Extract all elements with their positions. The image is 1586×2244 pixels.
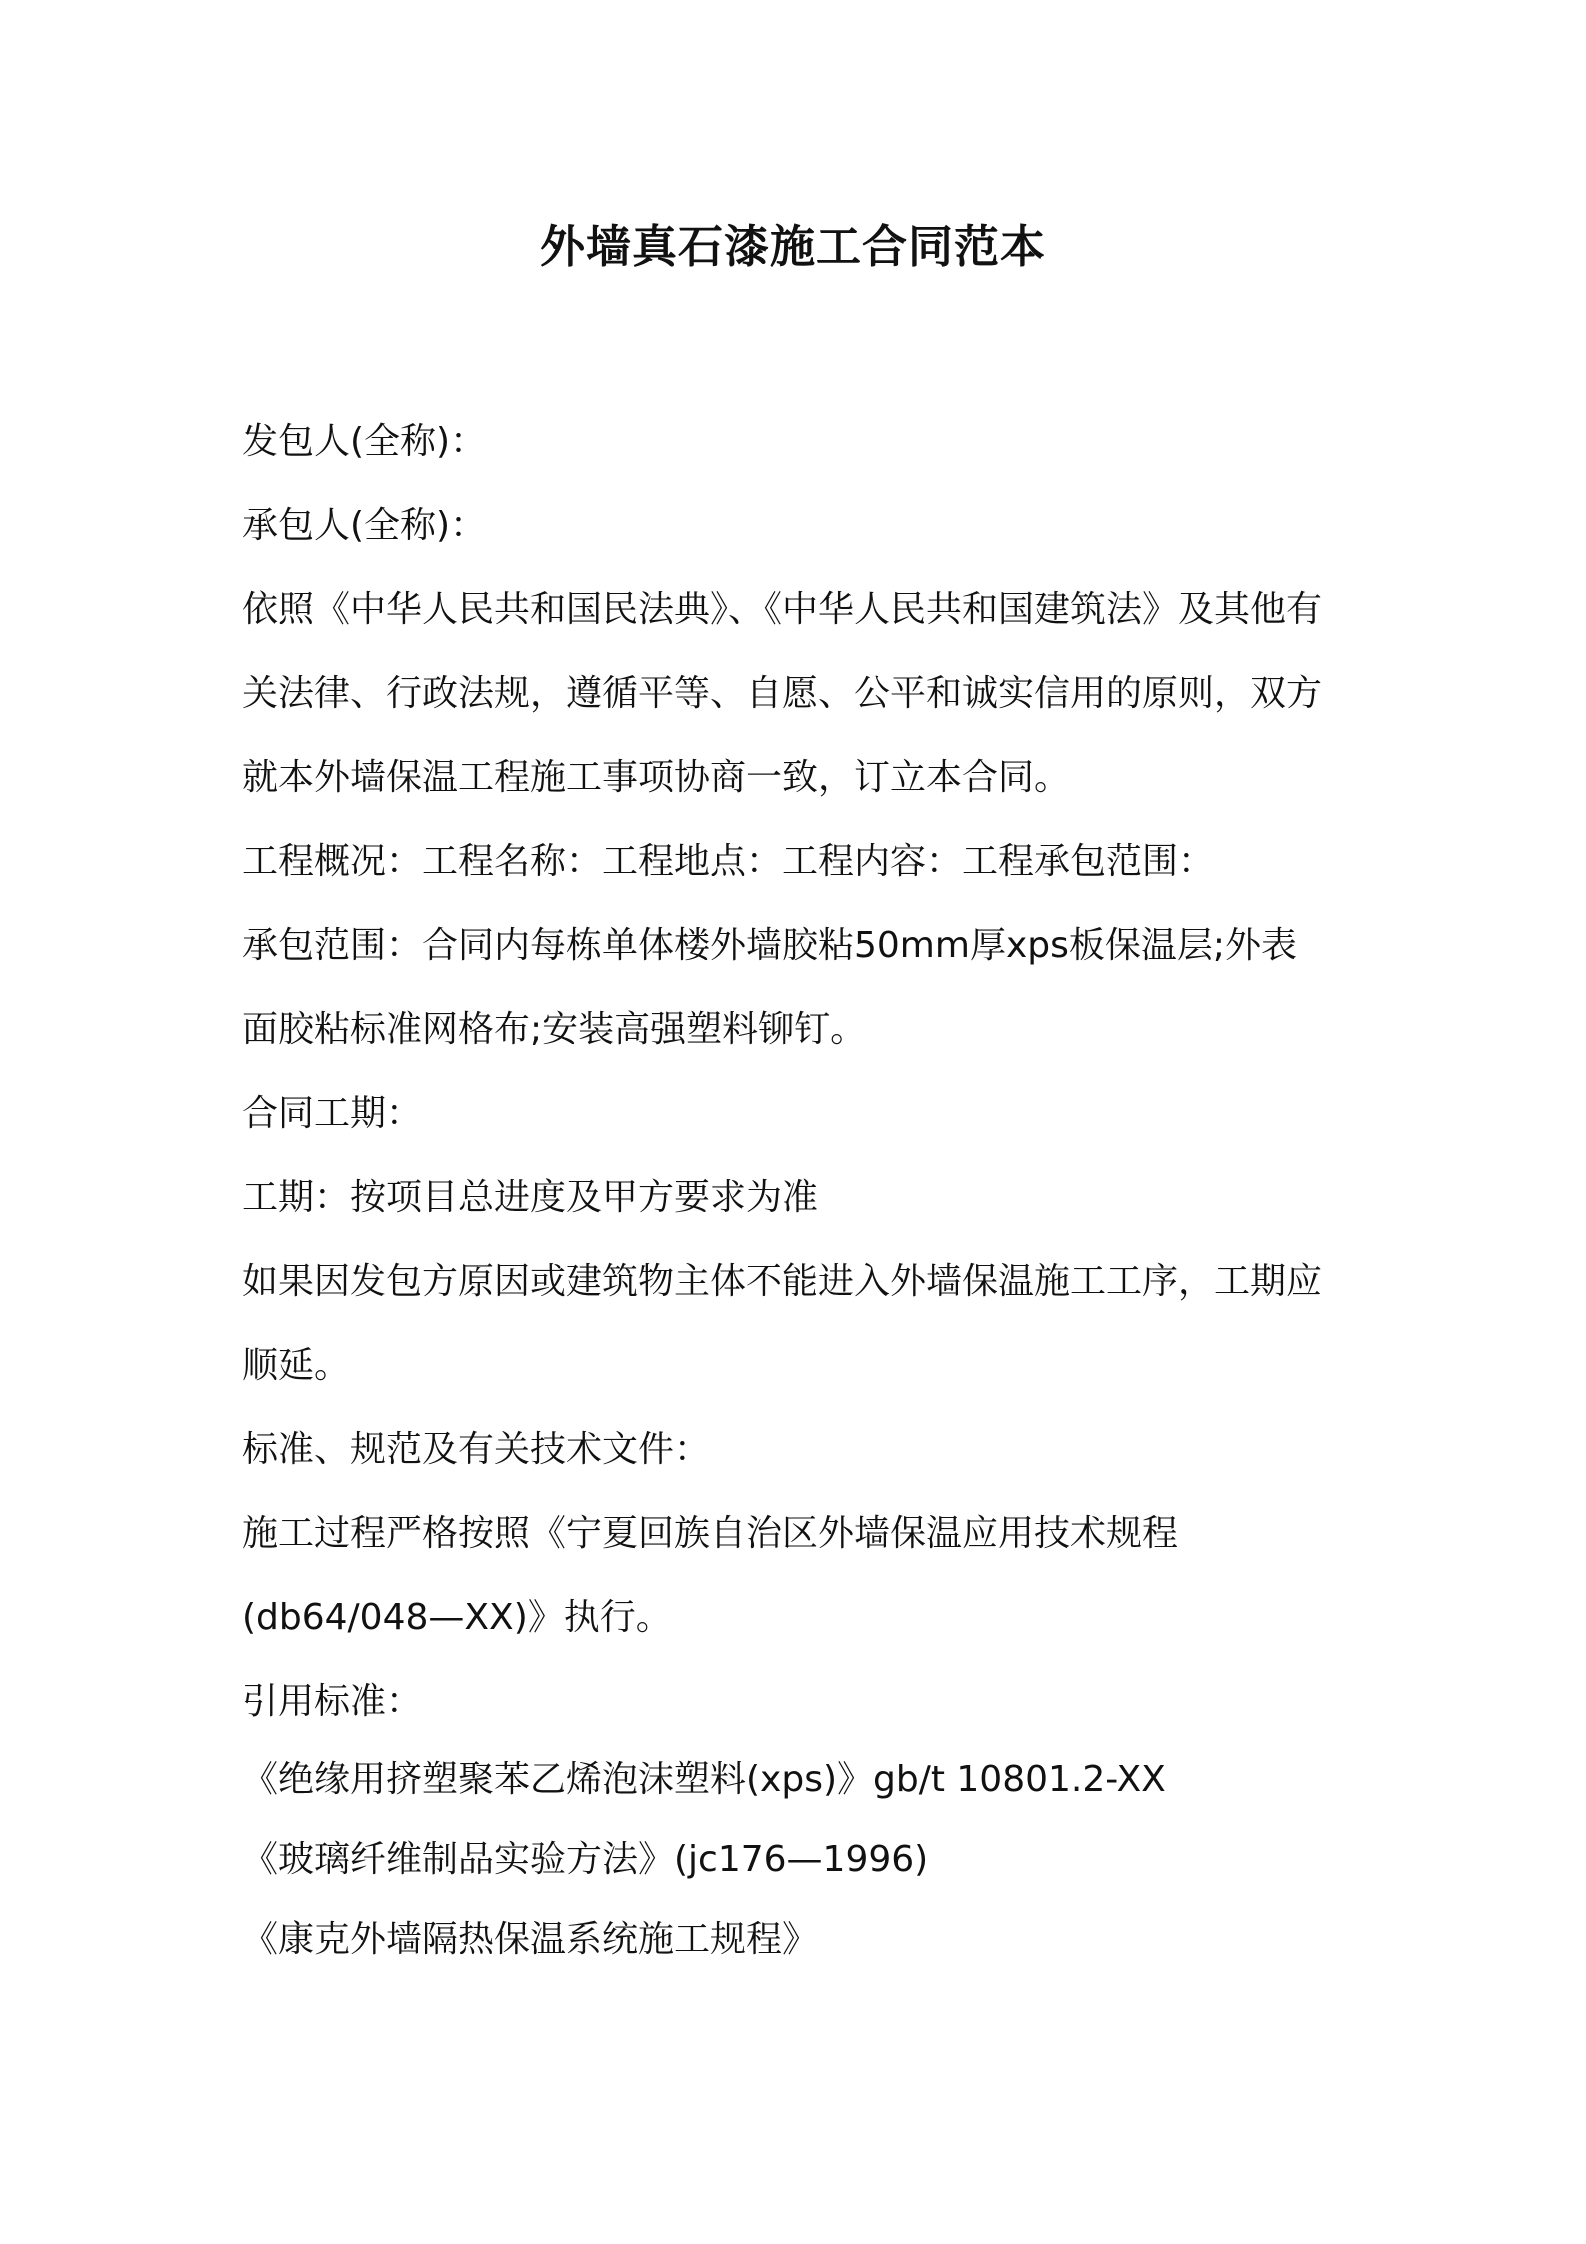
period-line: 工期：按项目总进度及甲方要求为准 — [242, 1177, 819, 1218]
legal-basis-line-3: 就本外墙保温工程施工事项协商一致，订立本合同。 — [242, 757, 1071, 798]
document-title: 外墙真石漆施工合同范本 — [539, 220, 1046, 273]
contractor-line: 承包人(全称)： — [242, 505, 487, 546]
standards-heading: 标准、规范及有关技术文件： — [242, 1429, 711, 1470]
references-heading: 引用标准： — [242, 1681, 423, 1722]
reference-item: 《绝缘用挤塑聚苯乙烯泡沫塑料(xps)》gb/t 10801.2-XX — [242, 1759, 1166, 1800]
scope-line-2: 面胶粘标准网格布;安装高强塑料铆钉。 — [242, 1009, 867, 1050]
reference-item: 《康克外墙隔热保温系统施工规程》 — [242, 1919, 819, 1960]
contract-period-heading: 合同工期： — [242, 1093, 423, 1134]
reference-item: 《玻璃纤维制品实验方法》(jc176—1996) — [242, 1839, 929, 1880]
legal-basis-line-1: 依照《中华人民共和国民法典》、《中华人民共和国建筑法》及其他有 — [242, 589, 1323, 630]
legal-basis-line-2: 关法律、行政法规，遵循平等、自愿、公平和诚实信用的原则，双方 — [242, 673, 1323, 714]
employer-line: 发包人(全称)： — [242, 421, 487, 462]
references-list — [242, 1740, 1362, 1980]
standards-line-2: (db64/048—XX)》执行。 — [242, 1597, 672, 1638]
project-overview-line: 工程概况：工程名称：工程地点：工程内容：工程承包范围： — [242, 841, 1215, 882]
delay-line-2: 顺延。 — [242, 1345, 351, 1386]
standards-line-1: 施工过程严格按照《宁夏回族自治区外墙保温应用技术规程 — [242, 1513, 1179, 1554]
document-body — [242, 400, 1362, 1744]
scope-line-1: 承包范围：合同内每栋单体楼外墙胶粘50mm厚xps板保温层;外表 — [242, 925, 1297, 966]
delay-line-1: 如果因发包方原因或建筑物主体不能进入外墙保温施工工序，工期应 — [242, 1261, 1323, 1302]
